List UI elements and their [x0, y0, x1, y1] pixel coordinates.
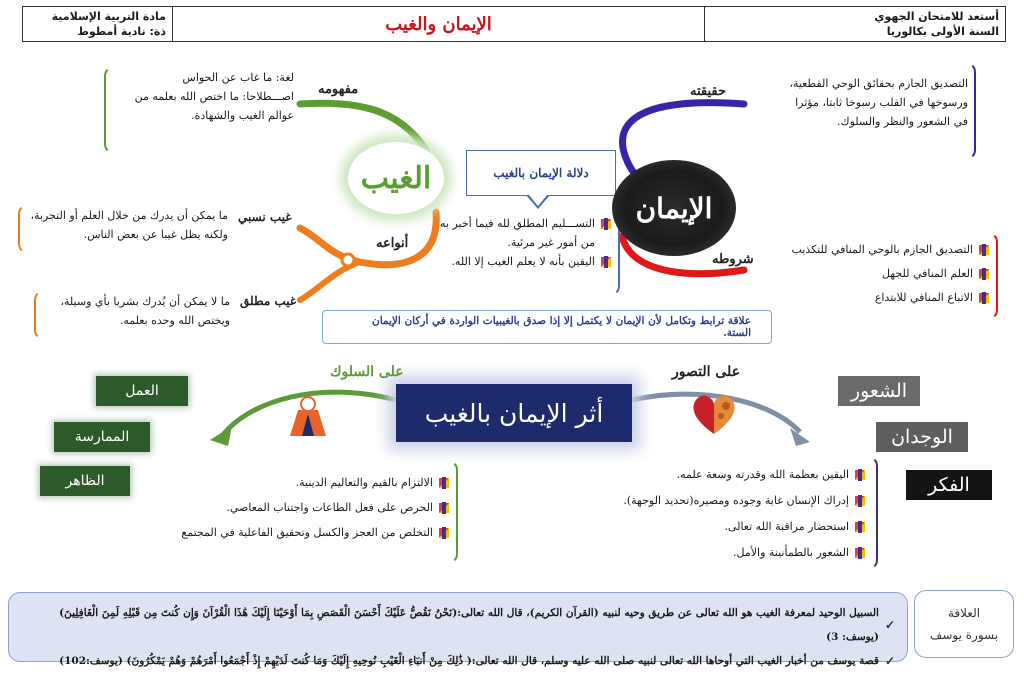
truth-label: حقيقته [690, 84, 727, 99]
check-icon: ✓ [884, 618, 895, 632]
level-name: السنة الأولى بكالوريا [886, 25, 999, 38]
bullet-icon [600, 218, 612, 230]
concept-label: مفهومه [318, 82, 359, 97]
tag-apparent: الظاهر [40, 466, 130, 496]
truth-line-1: التصديق الجازم بحقائق الوحي القطعية، [789, 77, 968, 90]
yusuf-relation-box [914, 590, 1014, 658]
bullet-icon [978, 244, 990, 256]
dalala-item-1-cont: من أمور غير مرئية. [507, 236, 595, 249]
truth-line-2: ورسوخها في القلب رسوخا ثابتا، مؤثرا [795, 96, 968, 109]
bullet-icon [978, 268, 990, 280]
absolute-text [44, 292, 230, 330]
types-branch [300, 212, 436, 265]
tag-thought: الفكر [906, 470, 992, 500]
exam-name: أستعد للامتحان الجهوي [874, 10, 999, 23]
truth-line-3: في الشعور والنظر والسلوك. [837, 115, 968, 128]
relative-text [28, 206, 228, 244]
relation-box [322, 310, 772, 344]
concept-line-1: لغة: ما غاب عن الحواس [182, 71, 294, 84]
tag-conscience: الوجدان [876, 422, 968, 452]
yusuf-line-2: ✓ قصة يوسف من أخبار الغيب التي أوحاها الله تعالى لنبيه صلى الله عليه وسلم، قال الله تعالى:( ذَٰلِكَ مِنْ أَنبَاءِ الْغَيْبِ نُوحِيهِ إِلَيْكَ وَمَا كُنتَ لَدَيْهِمْ إِذْ أَجْمَعُوا أَمْرَهُمْ وَهُمْ يَمْكُرُونَ) (يوسف:102) [21, 649, 895, 673]
yusuf-box [8, 592, 908, 668]
yusuf-relation-line-1: العلاقة [947, 606, 981, 620]
tag-feeling: الشعور [838, 376, 920, 406]
condition-item-3: الاتباع المنافي للابتداع [776, 286, 990, 310]
behavior-item-3: التخلص من العجز والكسل وتحقيق الفاعلية في المجتمع [160, 520, 450, 545]
types-node [342, 254, 354, 266]
absolute-line-2: ويختص الله وحده بعلمه. [119, 314, 230, 327]
truth-text [768, 74, 968, 131]
yusuf-line-1: ✓ السبيل الوحيد لمعرفة الغيب هو الله تعالى عن طريق وحيه لنبيه (القرآن الكريم)، قال الله تعالى:(نَحْنُ نَقُصُّ عَلَيْكَ أَحْسَنَ الْقَصَصِ بِمَا أَوْحَيْنَا إِلَيْكَ هَٰذَا الْقُرْآنَ وَإِن كُنتَ مِن قَبْلِهِ لَمِنَ الْغَافِلِينَ) (يوسف: 3) [59, 607, 895, 643]
athar-title-box [396, 384, 632, 442]
bullet-icon [438, 527, 450, 539]
concept-line-2: اصـــطلاحا: ما اختص الله بعلمه من [134, 90, 294, 103]
dalala-arrow-fill [529, 195, 547, 206]
conception-item-4: الشعور بالطمأنينة والأمل. [580, 540, 866, 566]
condition-item-2: العلم المنافي للجهل [776, 262, 990, 286]
behavior-list [160, 470, 450, 545]
conception-item-3: استحضار مراقبة الله تعالى. [580, 514, 866, 540]
condition-item-1: التصديق الجازم بالوحي المنافي للتكذيب [776, 238, 990, 262]
bullet-icon [600, 256, 612, 268]
relative-line-2: ولكنه يظل غيبا عن بعض الناس. [83, 228, 228, 241]
dalala-list [440, 214, 612, 271]
bullet-icon [438, 502, 450, 514]
dalala-title-box [466, 150, 616, 196]
concept-text [118, 68, 294, 125]
yusuf-relation-line-2: بسورة يوسف [929, 628, 999, 642]
subject-name: مادة التربية الإسلامية [51, 10, 166, 23]
behavior-label: على السلوك [330, 364, 404, 380]
bullet-icon [854, 547, 866, 559]
absolute-label: غيب مطلق [240, 294, 297, 308]
relative-label: غيب نسبي [238, 210, 292, 224]
bullet-icon [978, 292, 990, 304]
check-icon: ✓ [884, 654, 895, 668]
bullet-icon [438, 477, 450, 489]
tag-work: العمل [96, 376, 188, 406]
tag-practice: الممارسة [54, 422, 150, 452]
types-branch-lower [300, 262, 360, 300]
absolute-line-1: ما لا يمكن أن يُدرك بشريا بأي وسيلة، [60, 295, 230, 308]
conception-item-2: إدراك الإنسان غاية وجوده ومصيره(تحديد الوجهة). [580, 488, 866, 514]
conception-item-1: اليقين بعظمة الله وقدرته وسعة علمه. [580, 462, 866, 488]
bullet-icon [854, 521, 866, 533]
behavior-item-2: الحرص على فعل الطاعات واجتناب المعاصي. [160, 495, 450, 520]
dalala-item-1: التســـليم المطلق لله فيما أخبر به [440, 214, 612, 233]
person-icon [284, 392, 332, 440]
relation-text: علاقة ترابط وتكامل لأن الإيمان لا يكتمل إلا إذا صدق بالغيبيات الواردة في أركان الإيمان الستة. [372, 315, 751, 339]
conception-label: على التصور [672, 364, 741, 380]
behavior-arrowhead [210, 426, 232, 446]
conditions-label: شروطه [712, 252, 754, 267]
concept-line-3: عوالم الغيب والشهادة. [191, 109, 294, 122]
iman-center: الإيمان [612, 160, 736, 256]
gheb-center: الغيب [348, 142, 444, 214]
conception-list [580, 462, 866, 566]
dalala-title: دلالة الإيمان بالغيب [493, 166, 589, 180]
conditions-list [776, 238, 990, 310]
dalala-item-2: اليقين بأنه لا يعلم الغيب إلا الله. [440, 252, 612, 271]
heart-brain-icon [688, 390, 740, 436]
page-title: الإيمان والغيب [385, 13, 492, 35]
behavior-item-1: الالتزام بالقيم والتعاليم الدينية. [160, 470, 450, 495]
types-label: أنواعه [376, 236, 409, 251]
relative-line-1: ما يمكن أن يدرك من خلال العلم أو التجربة، [30, 209, 228, 222]
athar-title: أثر الإيمان بالغيب [424, 398, 604, 428]
bullet-icon [854, 495, 866, 507]
bullet-icon [854, 469, 866, 481]
teacher-name: ذة: نادية أمطوط [77, 25, 166, 38]
